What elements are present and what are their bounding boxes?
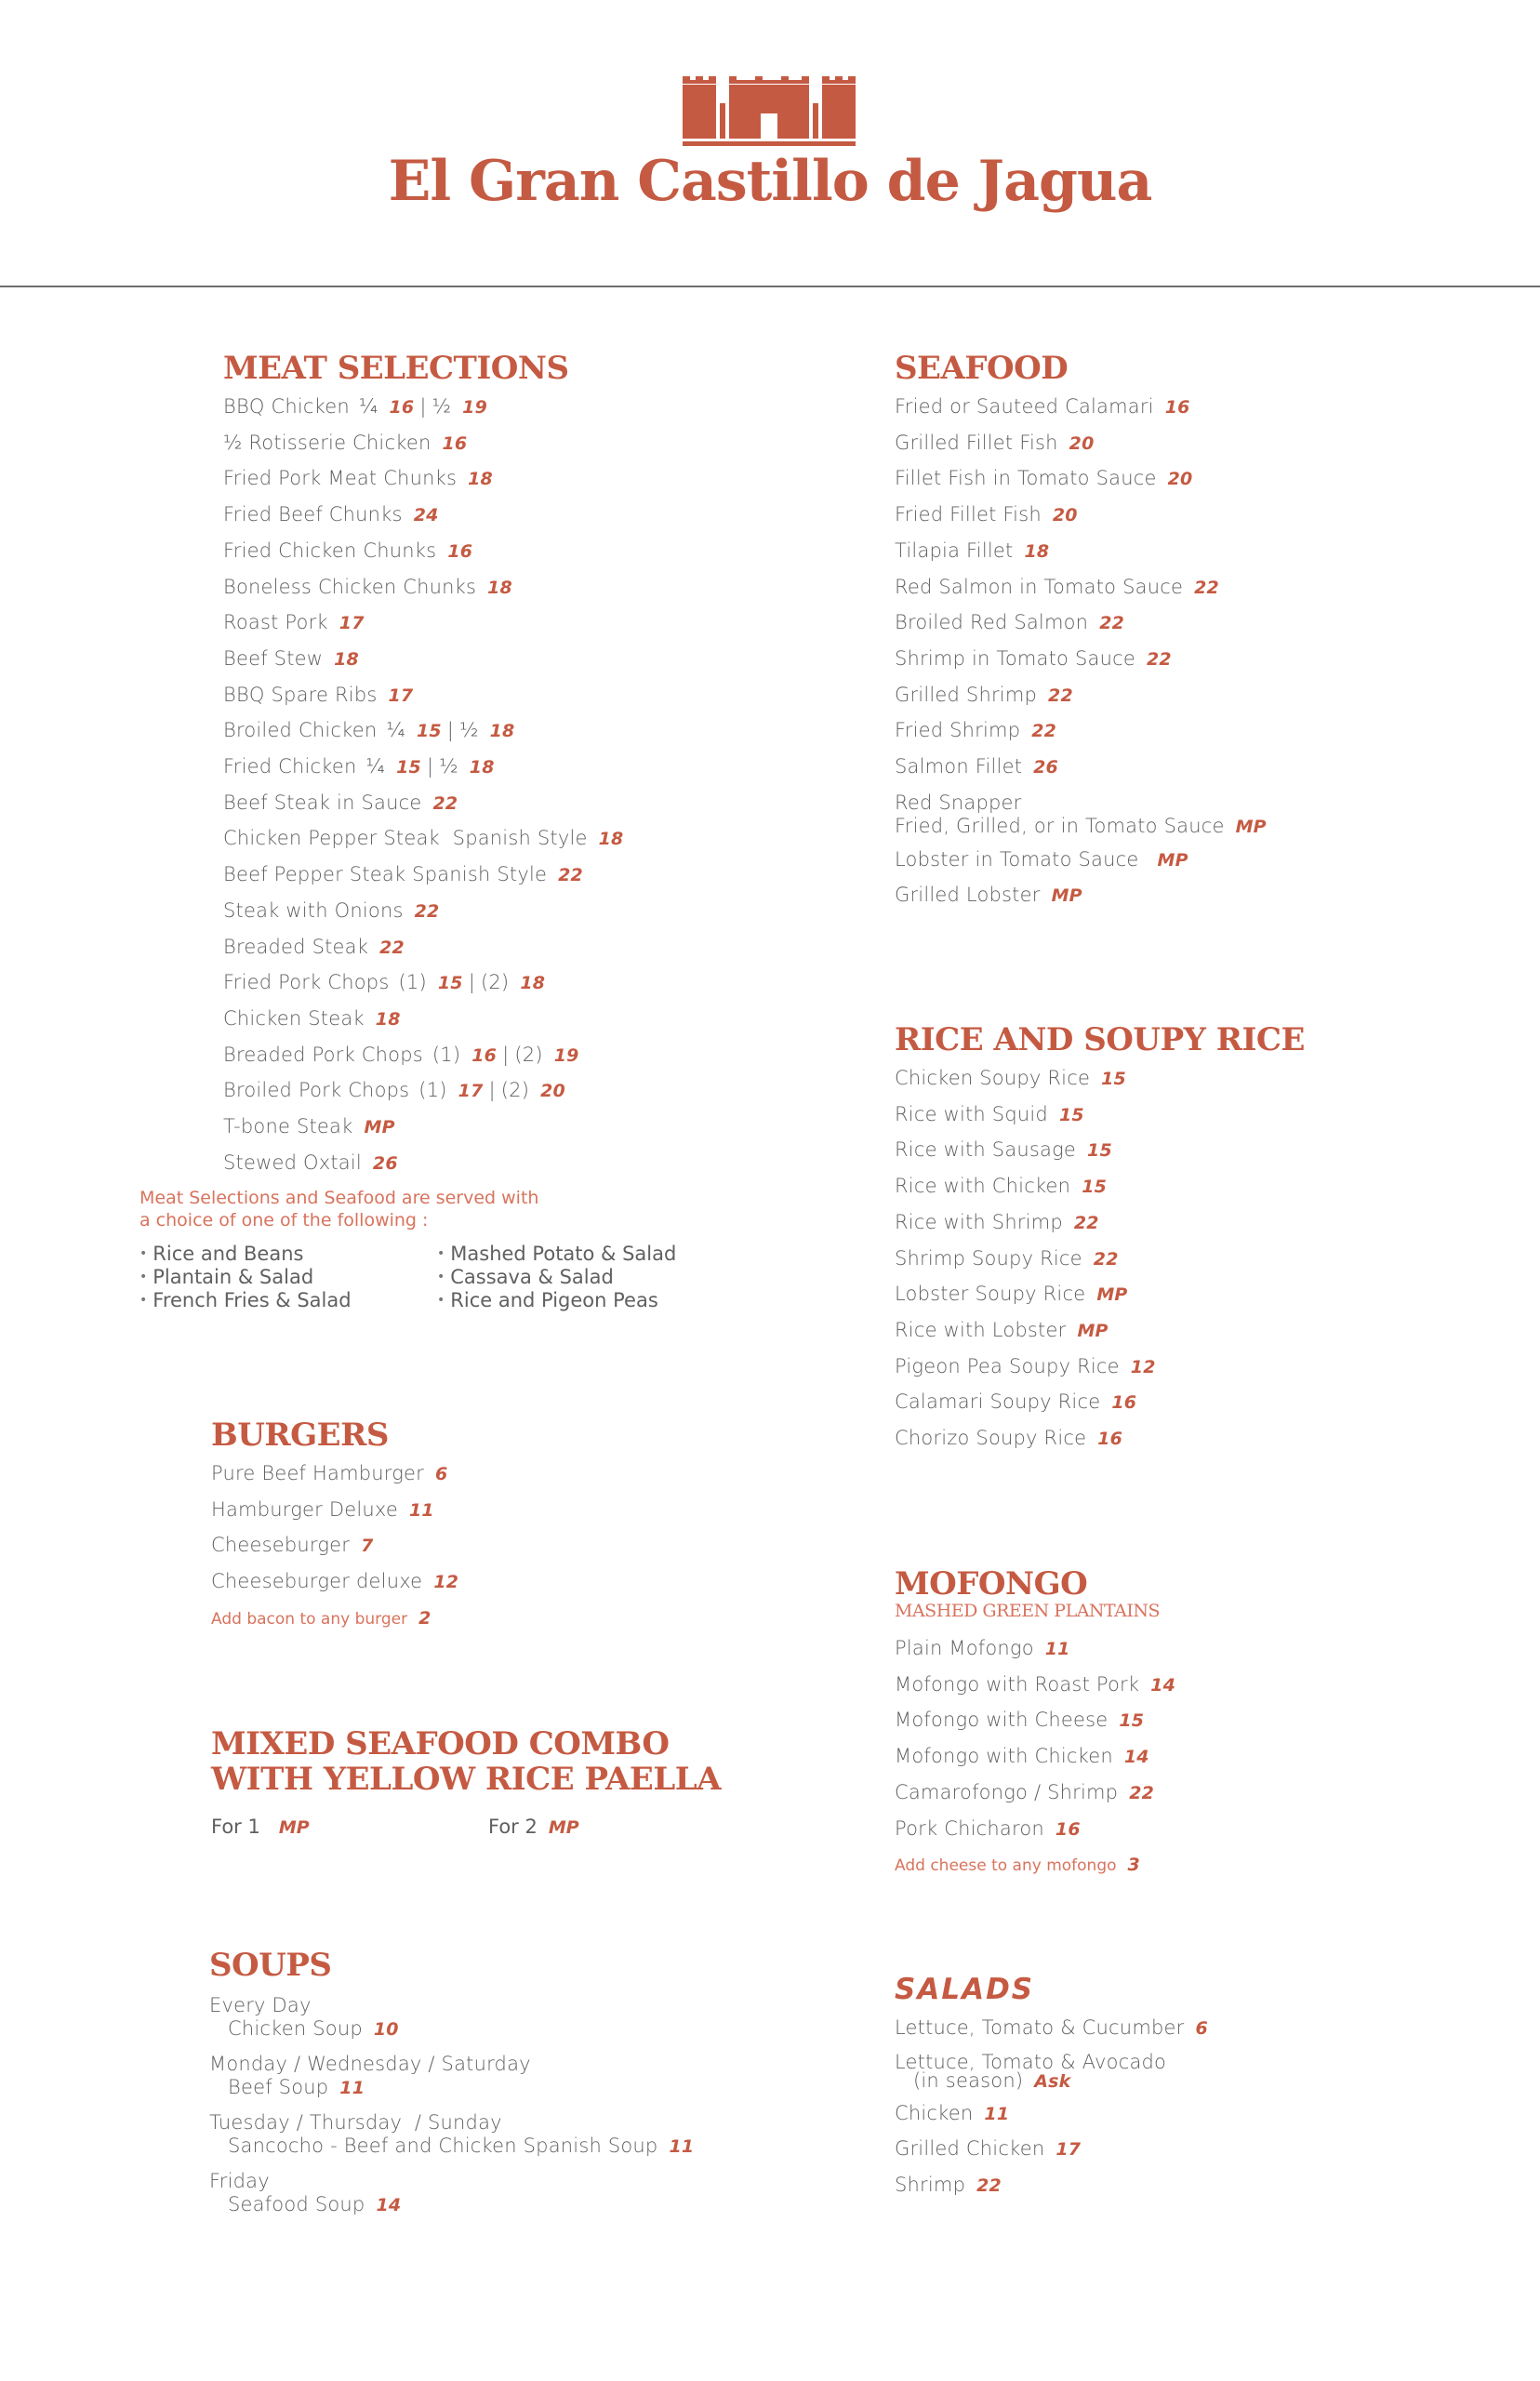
menu-item: Chicken Soupy Rice 15 (895, 1067, 1126, 1089)
menu-item: Rice with Shrimp 22 (895, 1210, 1099, 1233)
burger-addon-note: Add bacon to any burger 2 (211, 1607, 431, 1629)
menu-item: Pure Beef Hamburger 6 (211, 1462, 448, 1484)
menu-item: Lobster Soupy Rice MP (895, 1283, 1128, 1306)
menu-item: Shrimp in Tomato Sauce 22 (895, 646, 1172, 670)
menu-item: Grilled Fillet Fish 20 (895, 431, 1095, 454)
menu-item: Broiled Pork Chops (1) 17 | (2) 20 (223, 1079, 565, 1102)
castle-logo-icon (681, 71, 857, 147)
menu-item: Breaded Pork Chops (1) 16 | (2) 19 (223, 1043, 579, 1066)
menu-item: Shrimp 22 (895, 2174, 1002, 2197)
soup-item: Friday Seafood Soup 14 (209, 2170, 402, 2215)
menu-item: Beef Pepper Steak Spanish Style 22 (223, 863, 583, 886)
sides-list-left (139, 1243, 437, 1312)
menu-item: Red Snapper Fried, Grilled, or in Tomato Sauce MP (895, 791, 1267, 837)
mofongo-subtitle: MASHED GREEN PLANTAINS (895, 1601, 1161, 1621)
menu-item: Fried Pork Meat Chunks 18 (223, 467, 493, 490)
menu-item: Camarofongo / Shrimp 22 (895, 1780, 1155, 1803)
menu-item: Fried Pork Chops (1) 15 | (2) 18 (223, 971, 546, 994)
salads-section (895, 1972, 1415, 2204)
soups-section-title: SOUPS (209, 1947, 332, 1984)
meat-section-title: MEAT SELECTIONS (223, 350, 569, 387)
mofongo-addon-note: Add cheese to any mofongo 3 (895, 1855, 1140, 1876)
menu-item: Cheeseburger deluxe 12 (211, 1570, 459, 1593)
menu-item: Cheeseburger 7 (211, 1534, 374, 1557)
menu-item: Stewed Oxtail 26 (223, 1151, 398, 1174)
seafood-section-title: SEAFOOD (895, 350, 1069, 387)
header-divider (0, 286, 1540, 287)
sides-note-block (139, 1187, 735, 1312)
menu-item: Tilapia Fillet 18 (895, 539, 1050, 562)
combo-title-line-2: WITH YELLOW RICE PAELLA (211, 1761, 722, 1798)
menu-item: Lettuce, Tomato & Cucumber 6 (895, 2016, 1208, 2039)
menu-item: Calamari Soupy Rice 16 (895, 1390, 1137, 1414)
meat-section (223, 351, 744, 1181)
burgers-section-title: BURGERS (211, 1417, 389, 1454)
menu-item: Fried or Sauteed Calamari 16 (895, 395, 1190, 418)
menu-item: Grilled Chicken 17 (895, 2137, 1082, 2161)
menu-item: Salmon Fillet 26 (895, 755, 1058, 778)
menu-item: Hamburger Deluxe 11 (211, 1497, 434, 1521)
menu-item: Rice with Lobster MP (895, 1318, 1109, 1341)
menu-item: ½ Rotisserie Chicken 16 (223, 431, 468, 454)
salads-section-title: SALADS (895, 1973, 1035, 2006)
menu-item: Grilled Shrimp 22 (895, 683, 1073, 706)
meat-items (223, 390, 744, 1181)
side-option: • Plantain & Salad (139, 1266, 437, 1289)
menu-item: Plain Mofongo 11 (895, 1637, 1070, 1659)
combo-title-line-1: MIXED SEAFOOD COMBO (211, 1725, 670, 1762)
soup-item: Monday / Wednesday / Saturday Beef Soup 11 (209, 2053, 531, 2098)
side-option: • Rice and Beans (139, 1243, 437, 1266)
side-option: • Rice and Pigeon Peas (437, 1289, 735, 1312)
menu-item: Broiled Red Salmon 22 (895, 611, 1125, 634)
menu-item: Chicken Steak 18 (223, 1006, 401, 1030)
menu-item: Chicken Pepper Steak Spanish Style 18 (223, 827, 624, 850)
menu-item: Grilled Lobster MP (895, 884, 1082, 907)
menu-item: Roast Pork 17 (223, 611, 365, 634)
menu-item: T-bone Steak MP (223, 1115, 395, 1138)
menu-item: Shrimp Soupy Rice 22 (895, 1246, 1119, 1270)
mofongo-section (895, 1566, 1415, 1876)
menu-item: Lobster in Tomato Sauce MP (895, 847, 1188, 871)
menu-item: Red Salmon in Tomato Sauce 22 (895, 575, 1219, 598)
restaurant-name: El Gran Castillo de Jagua (388, 149, 1152, 214)
soups-section (209, 1948, 767, 2225)
side-option: • Mashed Potato & Salad (437, 1243, 735, 1266)
rice-section-title: RICE AND SOUPY RICE (895, 1021, 1305, 1058)
sides-list-right (437, 1243, 735, 1312)
seafood-section (895, 351, 1415, 914)
combo-option: For 1 MP (211, 1816, 310, 1838)
rice-section (895, 1022, 1415, 1457)
burgers-section (211, 1417, 676, 1629)
menu-item: Rice with Chicken 15 (895, 1175, 1108, 1198)
menu-item: Mofongo with Cheese 15 (895, 1709, 1145, 1732)
side-option: • Cassava & Salad (437, 1266, 735, 1289)
menu-item: Chorizo Soupy Rice 16 (895, 1427, 1123, 1450)
menu-item: Steak with Onions 22 (223, 898, 440, 922)
menu-item: Fried Beef Chunks 24 (223, 503, 439, 526)
menu-item: Broiled Chicken ¼ 15 | ½ 18 (223, 719, 515, 742)
menu-item: Fried Chicken ¼ 15 | ½ 18 (223, 755, 495, 778)
sides-note-line-2: a choice of one of the following : (139, 1210, 429, 1230)
menu-item: Lettuce, Tomato & Avocado (in season) Ask (895, 2050, 1167, 2092)
menu-item: BBQ Spare Ribs 17 (223, 683, 414, 706)
soup-item: Every Day Chicken Soup 10 (209, 1994, 399, 2040)
menu-item: BBQ Chicken ¼ 16 | ½ 19 (223, 395, 487, 418)
menu-item: Rice with Squid 15 (895, 1102, 1084, 1125)
menu-item: Beef Steak in Sauce 22 (223, 791, 458, 814)
menu-item: Fried Fillet Fish 20 (895, 503, 1078, 526)
menu-item: Beef Stew 18 (223, 646, 359, 670)
combo-option: For 2 MP (488, 1816, 579, 1838)
menu-item: Boneless Chicken Chunks 18 (223, 575, 512, 598)
soup-item: Tuesday / Thursday / Sunday Sancocho - Beef and Chicken Spanish Soup 11 (209, 2111, 695, 2157)
menu-item: Mofongo with Chicken 14 (895, 1745, 1149, 1768)
menu-item: Pigeon Pea Soupy Rice 12 (895, 1354, 1156, 1377)
menu-item: Mofongo with Roast Pork 14 (895, 1672, 1176, 1696)
mofongo-section-title: MOFONGO (895, 1565, 1088, 1603)
menu-item: Rice with Sausage 15 (895, 1138, 1112, 1162)
menu-item: Pork Chicharon 16 (895, 1816, 1081, 1840)
sides-note-line-1: Meat Selections and Seafood are served with (139, 1188, 539, 1208)
menu-item: Breaded Steak 22 (223, 935, 405, 958)
menu-item: Chicken 11 (895, 2101, 1010, 2124)
menu-item: Fried Chicken Chunks 16 (223, 539, 473, 562)
menu-item: Fillet Fish in Tomato Sauce 20 (895, 467, 1193, 490)
combo-section (211, 1726, 769, 1838)
side-option: • French Fries & Salad (139, 1289, 437, 1312)
menu-item: Fried Shrimp 22 (895, 719, 1057, 742)
